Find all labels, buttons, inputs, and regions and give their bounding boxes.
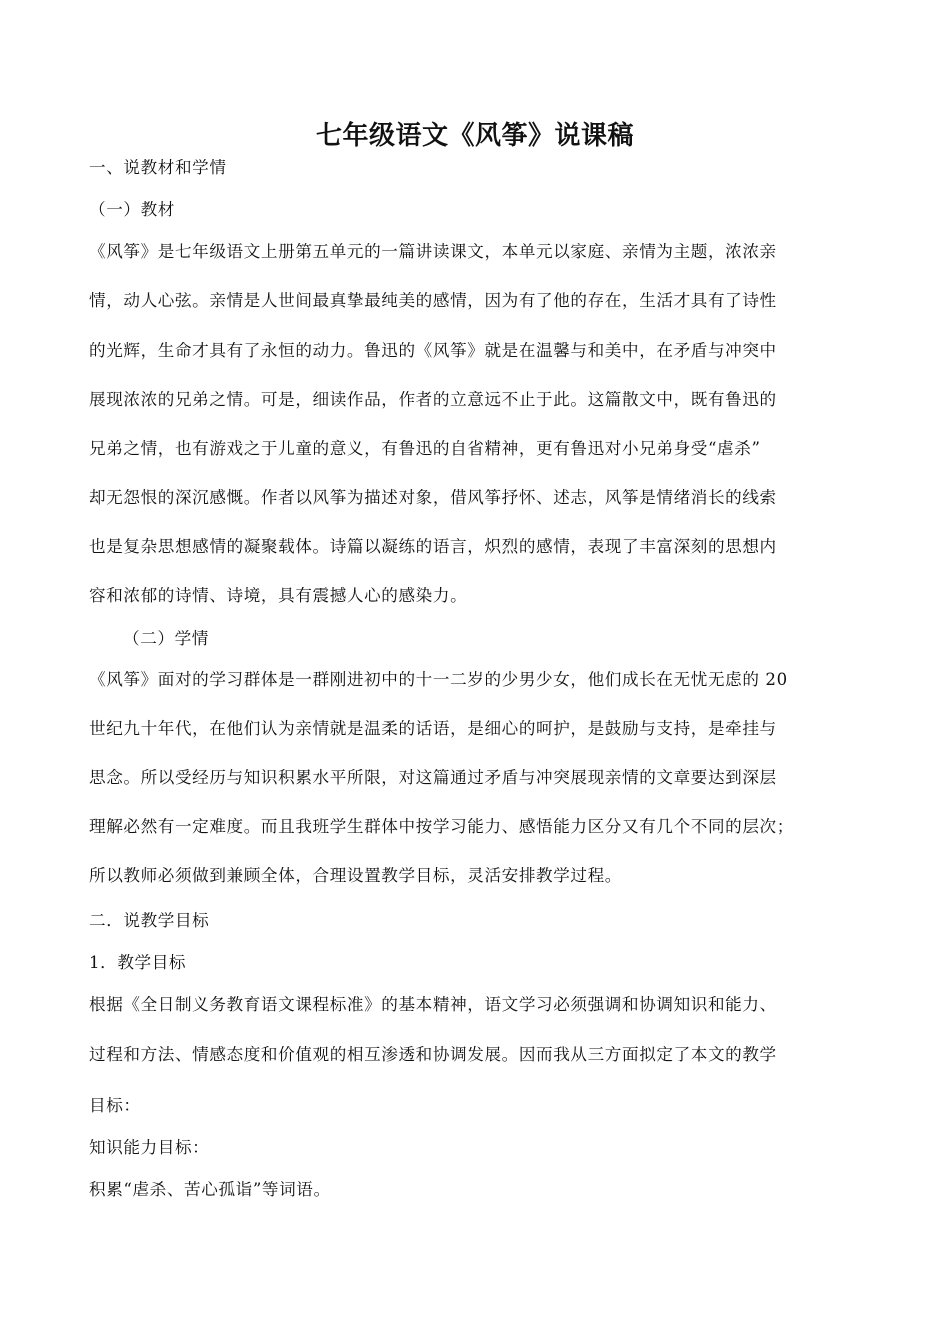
paragraph-line: 世纪九十年代，在他们认为亲情就是温柔的话语，是细心的呵护，是鼓励与支持，是牵挂与 [89, 719, 777, 738]
paragraph-line: 理解必然有一定难度。而且我班学生群体中按学习能力、感悟能力区分又有几个不同的层次； [89, 817, 794, 836]
paragraph-line: 根据《全日制义务教育语文课程标准》的基本精神，语文学习必须强调和协调知识和能力、 [89, 995, 777, 1014]
subsection-heading-students: （二）学情 [123, 629, 209, 648]
paragraph-line: 情，动人心弦。亲情是人世间最真挚最纯美的感情，因为有了他的存在，生活才具有了诗性 [89, 291, 777, 310]
goal-heading-knowledge: 知识能力目标： [89, 1138, 210, 1157]
document-title: 七年级语文《风筝》说课稿 [315, 121, 634, 151]
paragraph-line: 思念。所以受经历与知识积累水平所限，对这篇通过矛盾与冲突展现亲情的文章要达到深层 [89, 768, 777, 787]
subsection-heading-goals: 1．教学目标 [89, 953, 187, 972]
paragraph-line: 过程和方法、情感态度和价值观的相互渗透和协调发展。因而我从三方面拟定了本文的教学 [89, 1045, 777, 1064]
paragraph-line: 《风筝》面对的学习群体是一群刚进初中的十一二岁的少男少女，他们成长在无忧无虑的 20 [89, 670, 788, 689]
paragraph-line: 也是复杂思想感情的凝聚载体。诗篇以凝练的语言，炽烈的感情，表现了丰富深刻的思想内 [89, 537, 777, 556]
paragraph-line: 却无怨恨的深沉感慨。作者以风筝为描述对象，借风筝抒怀、述志，风筝是情绪消长的线索 [89, 488, 777, 507]
paragraph-line: 积累“虐杀、苦心孤诣”等词语。 [89, 1180, 331, 1199]
paragraph-line: 容和浓郁的诗情、诗境，具有震撼人心的感染力。 [89, 586, 468, 605]
paragraph-line: 展现浓浓的兄弟之情。可是，细读作品，作者的立意远不止于此。这篇散文中，既有鲁迅的 [89, 390, 777, 409]
paragraph-line: 兄弟之情，也有游戏之于儿童的意义，有鲁迅的自省精神，更有鲁迅对小兄弟身受“虐杀” [89, 439, 761, 458]
subsection-heading-textbook: （一）教材 [89, 200, 175, 219]
paragraph-line: 目标： [89, 1096, 141, 1115]
paragraph-line: 所以教师必须做到兼顾全体，合理设置教学目标，灵活安排教学过程。 [89, 866, 623, 885]
section-heading-teaching-goals: 二．说教学目标 [89, 911, 210, 930]
paragraph-line: 的光辉，生命才具有了永恒的动力。鲁迅的《风筝》就是在温馨与和美中，在矛盾与冲突中 [89, 341, 777, 360]
paragraph-line: 《风筝》是七年级语文上册第五单元的一篇讲读课文，本单元以家庭、亲情为主题，浓浓亲 [89, 242, 777, 261]
section-heading-textbook-and-students: 一、说教材和学情 [89, 158, 227, 177]
